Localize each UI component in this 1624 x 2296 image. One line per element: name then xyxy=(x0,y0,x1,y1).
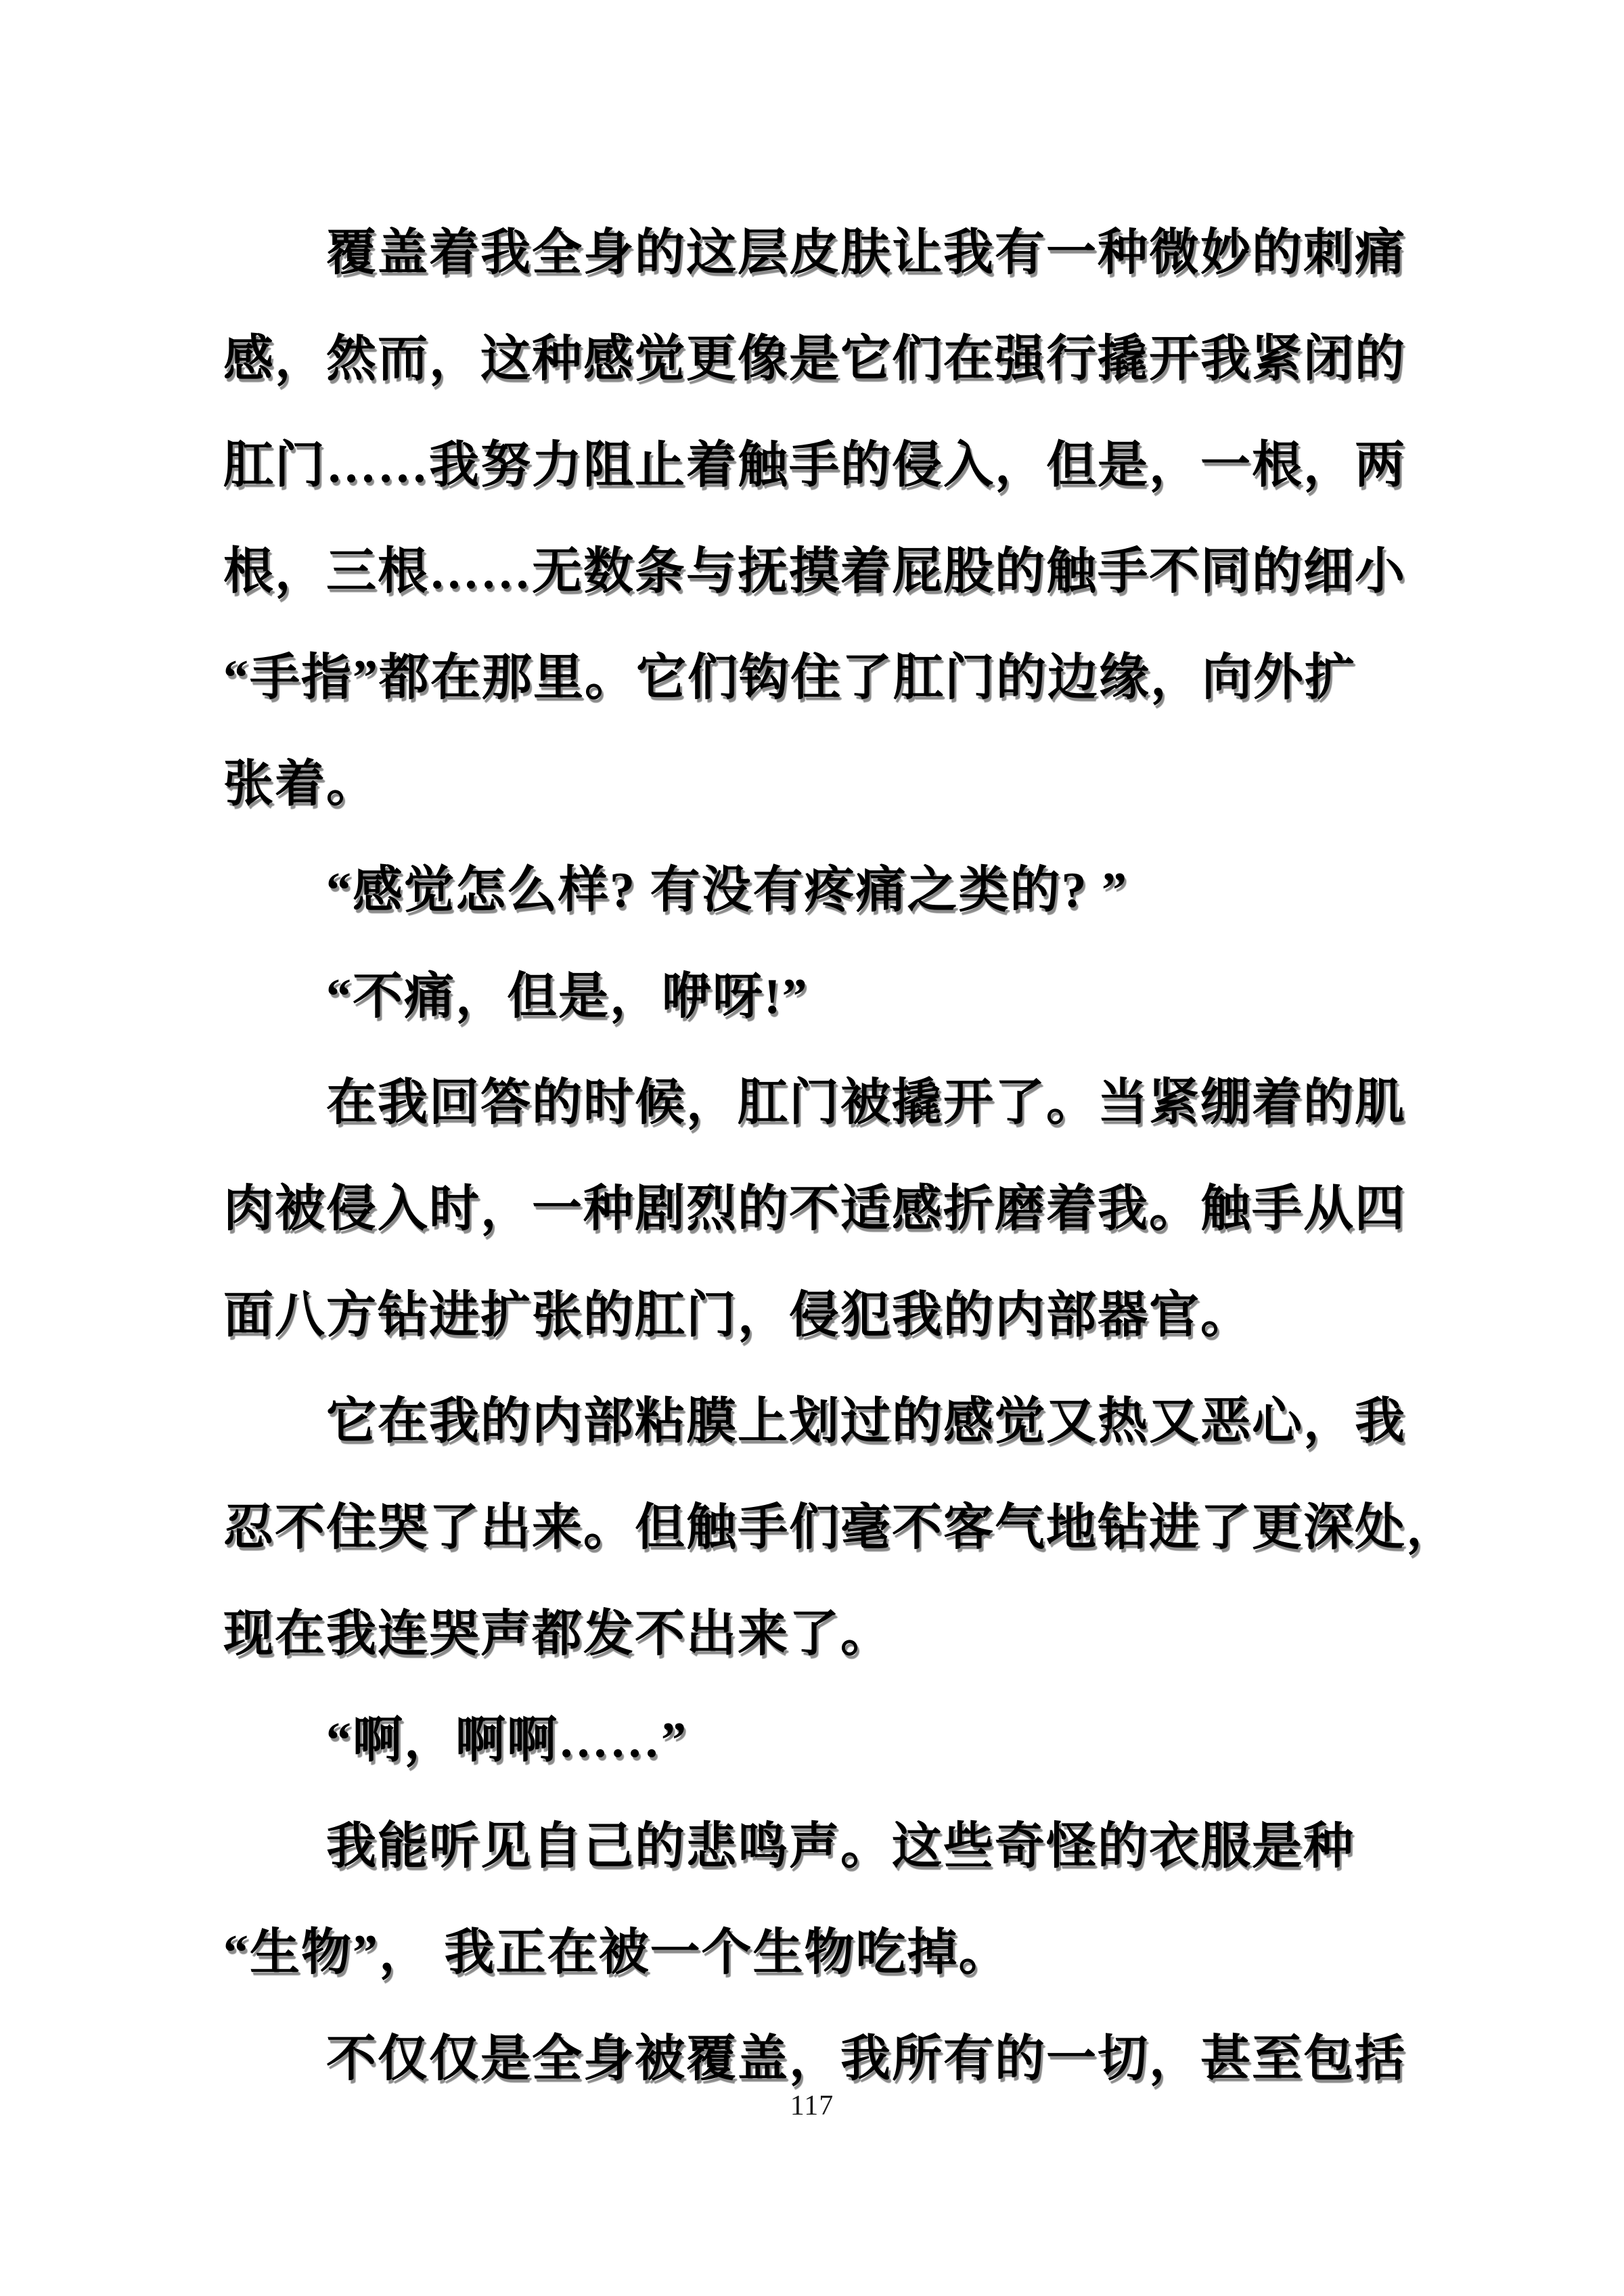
text-line: 根，三根……无数条与抚摸着屁股的触手不同的细小 xyxy=(223,544,1406,600)
text-line: 不仅仅是全身被覆盖，我所有的一切，甚至包括 xyxy=(326,2031,1406,2087)
text-line: “不痛，但是，咿呀!” xyxy=(326,969,809,1025)
text-line: 忍不住哭了出来。但触手们毫不客气地钻进了更深处， xyxy=(223,1500,1458,1556)
text-line: 面八方钻进扩张的肛门，侵犯我的内部器官。 xyxy=(223,1288,1252,1343)
text-line: 我能听见自己的悲鸣声。这些奇怪的衣服是种 xyxy=(326,1819,1355,1874)
text-line: 肉被侵入时，一种剧烈的不适感折磨着我。触手从四 xyxy=(223,1181,1406,1237)
text-line: “手指”都在那里。它们钩住了肛门的边缘，向外扩 xyxy=(223,650,1356,706)
text-line: “啊，啊啊……” xyxy=(326,1713,687,1768)
body-text xyxy=(223,200,1516,2113)
text-line: 肛门……我努力阻止着触手的侵入，但是，一根，两 xyxy=(223,438,1406,493)
text-line: 现在我连哭声都发不出来了。 xyxy=(223,1606,892,1662)
text-line: 张着。 xyxy=(223,757,378,812)
text-line: 它在我的内部粘膜上划过的感觉又热又恶心，我 xyxy=(326,1394,1406,1449)
text-line: 在我回答的时候，肛门被撬开了。当紧绷着的肌 xyxy=(326,1075,1406,1131)
page-number: 117 xyxy=(790,2090,834,2121)
text-line: 感，然而，这种感觉更像是它们在强行撬开我紧闭的 xyxy=(223,332,1406,387)
text-line: “感觉怎么样? 有没有疼痛之类的? ” xyxy=(326,863,1128,918)
text-line: “生物”， 我正在被一个生物吃掉。 xyxy=(223,1925,1010,1981)
text-line: 覆盖着我全身的这层皮肤让我有一种微妙的刺痛 xyxy=(326,225,1406,281)
